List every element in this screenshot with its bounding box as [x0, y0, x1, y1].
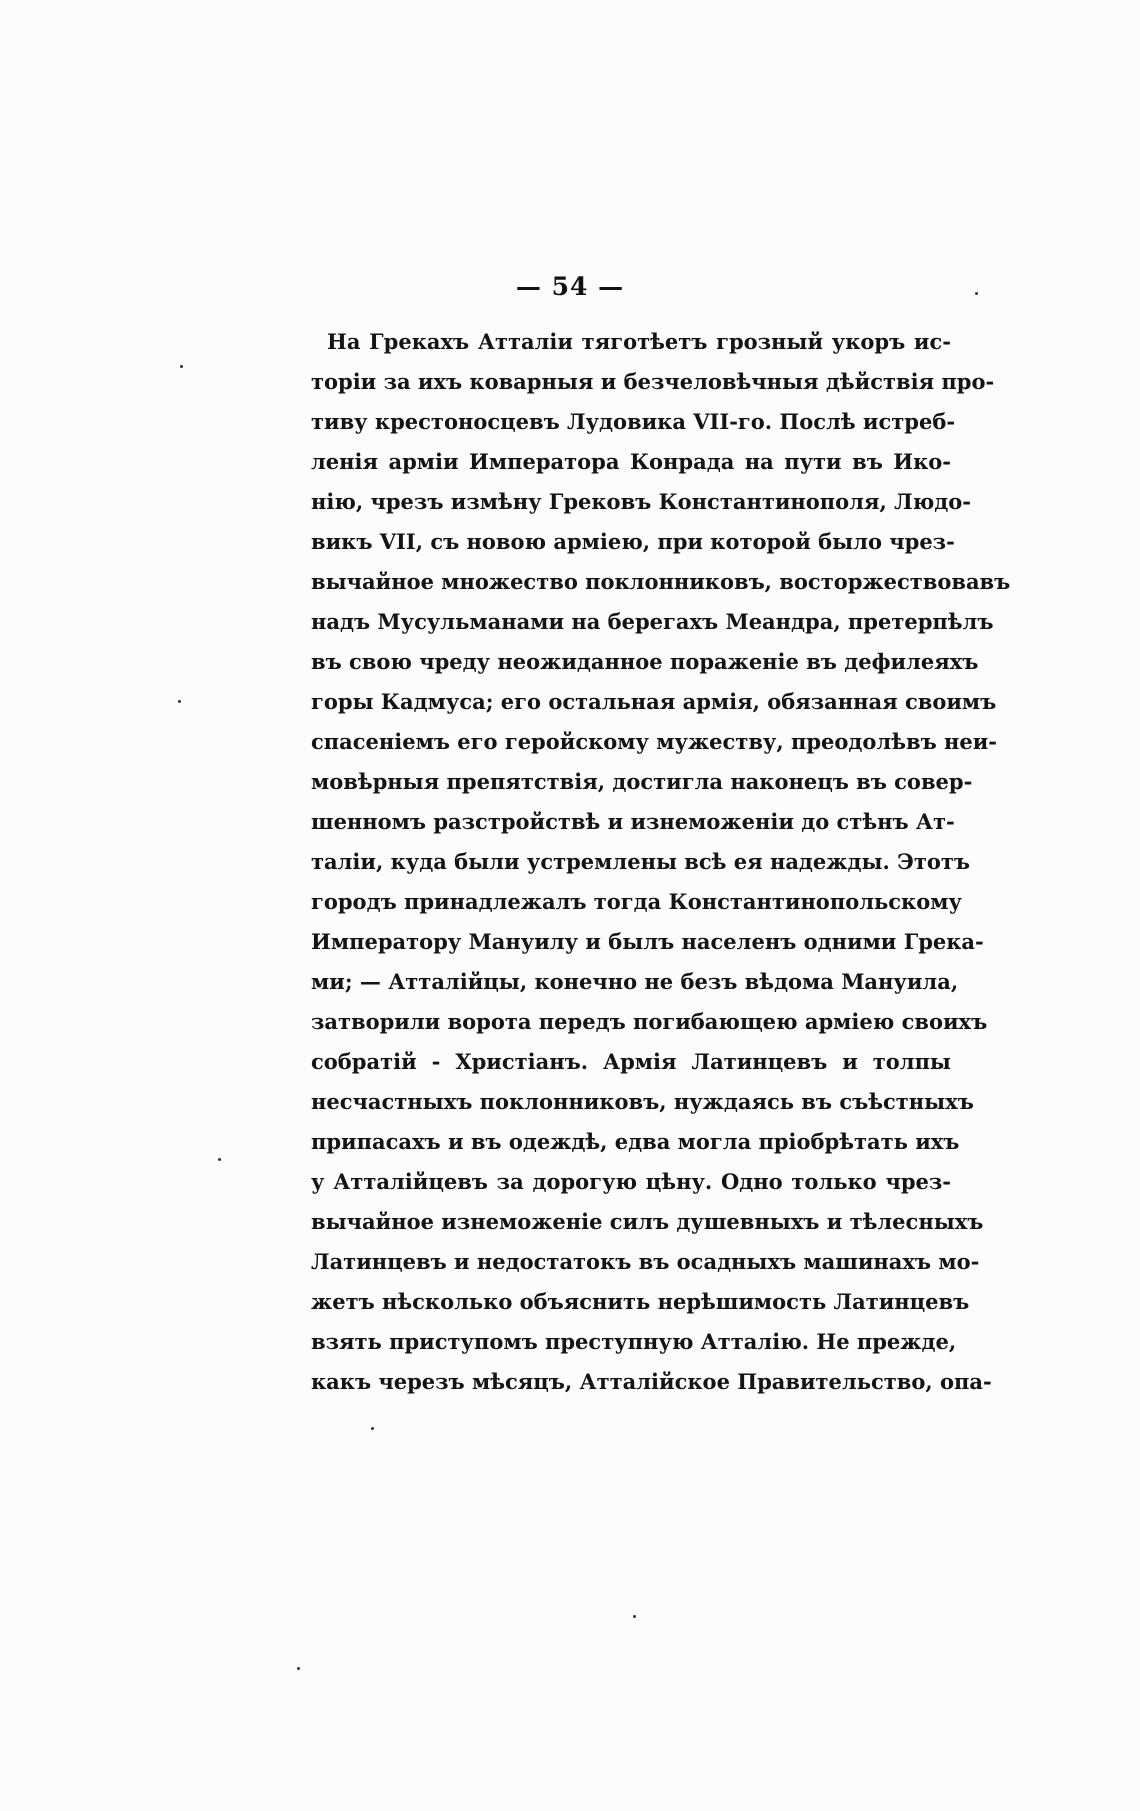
text-line: горы Кадмуса; его остальная армія, обязанная своимъ: [311, 689, 997, 714]
text-line: таліи, куда были устремлены всѣ ея надежды. Этотъ: [311, 849, 970, 874]
text-line: мовѣрныя препятствія, достигла наконецъ въ совер-: [311, 769, 973, 794]
scan-speck: [371, 1427, 374, 1430]
scan-speck: [297, 1667, 300, 1670]
text-line: шенномъ разстройствѣ и изнеможеніи до стѣнъ Ат-: [311, 809, 955, 834]
text-line: торіи за ихъ коварныя и безчеловѣчныя дѣйствія про-: [311, 369, 995, 394]
text-line: надъ Мусульманами на берегахъ Меандра, претерпѣлъ: [311, 609, 994, 634]
scan-speck: [633, 1615, 636, 1618]
text-line: затворили ворота передъ погибающею арміею своихъ: [311, 1009, 988, 1034]
text-line: Латинцевъ и недостатокъ въ осадныхъ машинахъ мо-: [311, 1249, 980, 1274]
text-line: викъ VII, съ новою арміею, при которой было чрез-: [311, 529, 955, 554]
body-text: [311, 322, 1011, 1402]
text-line: жетъ нѣсколько объяснить нерѣшимость Латинцевъ: [311, 1289, 970, 1314]
text-line: На Грекахъ Атталіи тяготѣетъ грозный укоръ ис-: [327, 329, 951, 354]
text-line: несчастныхъ поклонниковъ, нуждаясь въ съѣстныхъ: [311, 1089, 974, 1114]
scan-speck: [975, 292, 978, 295]
text-line: припасахъ и въ одеждѣ, едва могла пріобрѣтать ихъ: [311, 1129, 960, 1154]
scan-speck: [180, 365, 183, 368]
scan-speck: [178, 700, 181, 703]
scan-speck: [218, 1158, 221, 1161]
text-line: спасеніемъ его геройскому мужеству, преодолѣвъ неи-: [311, 729, 998, 754]
text-line: нію, чрезъ измѣну Грековъ Константинополя, Людо-: [311, 489, 971, 514]
text-line: собратій - Христіанъ. Армія Латинцевъ и толпы: [311, 1049, 951, 1074]
text-line: въ свою чреду неожиданное пораженіе въ дефилеяхъ: [311, 649, 979, 674]
text-line: тиву крестоносцевъ Лудовика VII-го. Послѣ истреб-: [311, 409, 956, 434]
text-line: ми; — Атталійцы, конечно не безъ вѣдома Мануила,: [311, 969, 959, 994]
text-line: какъ черезъ мѣсяцъ, Атталійское Правительство, опа-: [311, 1369, 992, 1394]
text-line: вычайное множество поклонниковъ, восторжествовавъ: [311, 569, 1011, 594]
text-line: ленія арміи Императора Конрада на пути въ Ико-: [311, 449, 951, 474]
text-line: городъ принадлежалъ тогда Константинопольскому: [311, 889, 962, 914]
page-number: — 54 —: [515, 272, 625, 301]
text-line: вычайное изнеможеніе силъ душевныхъ и тѣлесныхъ: [311, 1209, 984, 1234]
text-line: взять приступомъ преступную Атталію. Не прежде,: [311, 1329, 957, 1354]
text-line: у Атталійцевъ за дорогую цѣну. Одно только чрез-: [311, 1169, 951, 1194]
text-line: Императору Мануилу и былъ населенъ одними Грека-: [311, 929, 984, 954]
